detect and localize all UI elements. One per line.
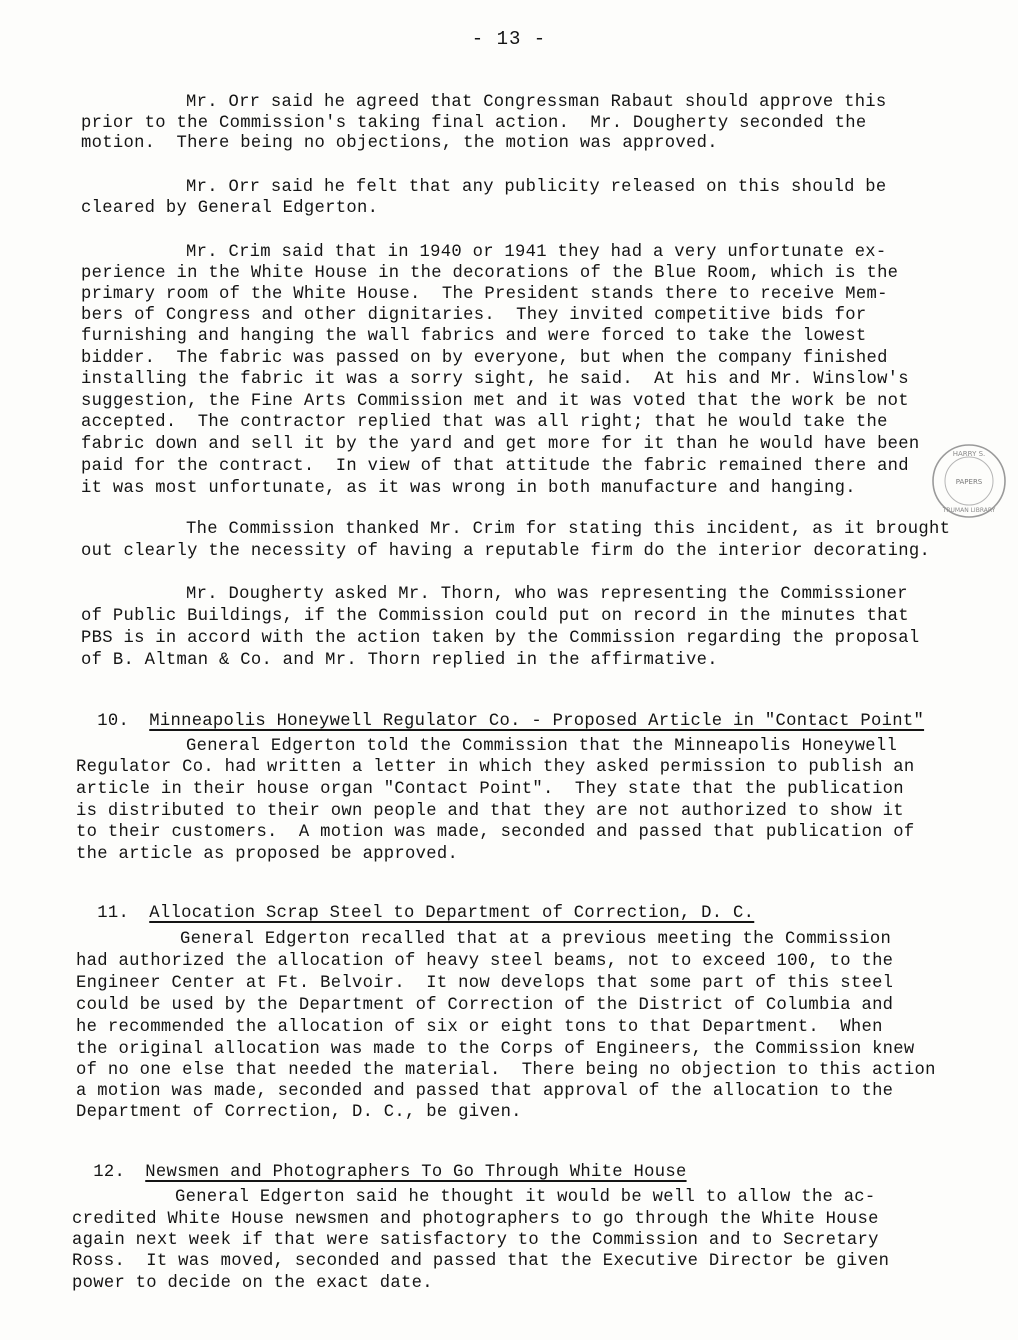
section-number: 12. — [93, 1163, 126, 1182]
text-line: it was most unfortunate, as it was wrong in both manufacture and hanging. — [81, 479, 856, 498]
text-line: of no one else that needed the material. There being no objection to this action — [76, 1061, 936, 1080]
text-line: of B. Altman & Co. and Mr. Thorn replied in the affirmative. — [81, 651, 718, 670]
library-stamp-icon — [930, 442, 1008, 520]
page-number: - 13 - — [471, 28, 547, 50]
section-title: Newsmen and Photographers To Go Through White House — [145, 1163, 687, 1182]
text-line: General Edgerton said he thought it would be well to allow the ac- — [175, 1188, 876, 1207]
text-line: installing the fabric it was a sorry sight, he said. At his and Mr. Winslow's — [81, 370, 909, 389]
text-line: the article as proposed be approved. — [76, 845, 459, 864]
section-number: 10. — [97, 712, 130, 731]
text-line: perience in the White House in the decorations of the Blue Room, which is the — [81, 264, 899, 283]
section-title: Minneapolis Honeywell Regulator Co. - Proposed Article in "Contact Point" — [149, 712, 925, 731]
text-line: The Commission thanked Mr. Crim for stating this incident, as it brought — [186, 520, 951, 539]
section-heading-10 — [76, 692, 924, 732]
text-line: accepted. The contractor replied that was all right; that he would take the — [81, 413, 888, 432]
text-line: had authorized the allocation of heavy steel beams, not to exceed 100, to the — [76, 952, 894, 971]
text-line: power to decide on the exact date. — [72, 1274, 433, 1293]
text-line: Regulator Co. had written a letter in which they asked permission to publish an — [76, 758, 915, 777]
stamp-text-top: HARRY S. — [952, 450, 986, 458]
text-line: to their customers. A motion was made, seconded and passed that publication of — [76, 823, 915, 842]
text-line: Ross. It was moved, seconded and passed that the Executive Director be given — [72, 1252, 890, 1271]
text-line: General Edgerton recalled that at a previous meeting the Commission — [180, 930, 892, 949]
text-line: Mr. Crim said that in 1940 or 1941 they had a very unfortunate ex- — [186, 243, 887, 262]
text-line: again next week if that were satisfactory to the Commission and to Secretary — [72, 1231, 879, 1250]
text-line: furnishing and hanging the wall fabrics and were forced to take the lowest — [81, 327, 867, 346]
text-line: bers of Congress and other dignitaries. They invited competitive bids for — [81, 306, 867, 325]
text-line: cleared by General Edgerton. — [81, 199, 379, 218]
text-line: the original allocation was made to the Corps of Engineers, the Commission knew — [76, 1040, 915, 1059]
text-line: a motion was made, seconded and passed that approval of the allocation to the — [76, 1082, 894, 1101]
text-line: he recommended the allocation of six or eight tons to that Department. When — [76, 1018, 883, 1037]
text-line: article in their house organ "Contact Point". They state that the publication — [76, 780, 904, 799]
text-line: Mr. Orr said he agreed that Congressman Rabaut should approve this — [186, 93, 887, 112]
text-line: out clearly the necessity of having a reputable firm do the interior decorating. — [81, 542, 931, 561]
text-line: Engineer Center at Ft. Belvoir. It now develops that some part of this steel — [76, 974, 894, 993]
text-line: primary room of the White House. The President stands there to receive Mem- — [81, 285, 888, 304]
section-title: Allocation Scrap Steel to Department of Correction, D. C. — [149, 904, 755, 923]
text-line: Mr. Orr said he felt that any publicity released on this should be — [186, 178, 887, 197]
text-line: prior to the Commission's taking final action. Mr. Dougherty seconded the — [81, 114, 867, 133]
section-number: 11. — [97, 904, 130, 923]
stamp-text-side: TRUMAN LIBRARY — [942, 507, 996, 514]
text-line: paid for the contract. In view of that attitude the fabric remained there and — [81, 457, 909, 476]
text-line: PBS is in accord with the action taken by the Commission regarding the proposal — [81, 629, 920, 648]
text-line: Department of Correction, D. C., be given. — [76, 1103, 522, 1122]
text-line: fabric down and sell it by the yard and get more for it than he would have been — [81, 435, 920, 454]
text-line: is distributed to their own people and that they are not authorized to show it — [76, 802, 904, 821]
text-line: credited White House newsmen and photographers to go through the White House — [72, 1210, 879, 1229]
section-heading-12 — [72, 1143, 687, 1183]
stamp-text-center: PAPERS — [955, 478, 983, 486]
text-line: Mr. Dougherty asked Mr. Thorn, who was representing the Commissioner — [186, 585, 908, 604]
section-heading-11 — [76, 884, 754, 924]
text-line: could be used by the Department of Correction of the District of Columbia and — [76, 996, 894, 1015]
text-line: motion. There being no objections, the motion was approved. — [81, 134, 718, 153]
text-line: bidder. The fabric was passed on by everyone, but when the company finished — [81, 349, 888, 368]
text-line: of Public Buildings, if the Commission could put on record in the minutes that — [81, 607, 909, 626]
text-line: General Edgerton told the Commission that the Minneapolis Honeywell — [186, 737, 898, 756]
text-line: suggestion, the Fine Arts Commission met and it was voted that the work be not — [81, 392, 909, 411]
